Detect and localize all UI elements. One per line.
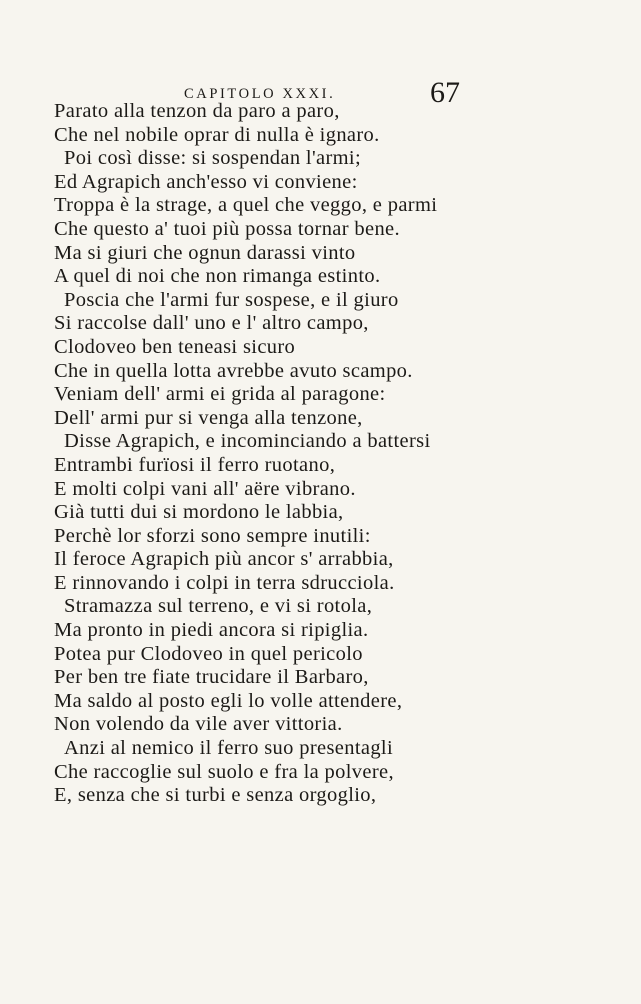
verse-line: Dell' armi pur si venga alla tenzone, [54, 406, 363, 429]
running-title: CAPITOLO XXXI. [184, 86, 336, 102]
verse-line: E, senza che si turbi e senza orgoglio, [54, 784, 377, 807]
verse-line: Potea pur Clodoveo in quel pericolo [54, 642, 363, 665]
verse-line: Ma si giuri che ognun darassi vinto [54, 241, 356, 264]
verse-line: Ma saldo al posto egli lo volle attendere, [54, 689, 403, 712]
verse-line: Il feroce Agrapich più ancor s' arrabbia, [54, 548, 394, 571]
verse-block [54, 100, 614, 808]
verse-line: Che in quella lotta avrebbe avuto scampo. [54, 359, 413, 382]
verse-line: Non volendo da vile aver vittoria. [54, 713, 343, 736]
verse-line: Perchè lor sforzi sono sempre inutili: [54, 524, 371, 547]
verse-line: Che questo a' tuoi più possa tornar bene. [54, 217, 400, 240]
verse-line: Ed Agrapich anch'esso vi conviene: [54, 170, 358, 193]
verse-line: Troppa è la strage, a quel che veggo, e parmi [54, 194, 438, 217]
verse-line: E rinnovando i colpi in terra sdrucciola. [54, 571, 395, 594]
verse-line: Anzi al nemico il ferro suo presentagli [64, 737, 394, 760]
verse-line: Ma pronto in piedi ancora si ripiglia. [54, 619, 369, 642]
verse-line: Veniam dell' armi ei grida al paragone: [54, 383, 386, 406]
verse-line: Per ben tre fiate trucidare il Barbaro, [54, 666, 369, 689]
verse-line: A quel di noi che non rimanga estinto. [54, 265, 381, 288]
verse-line: Poscia che l'armi fur sospese, e il giuro [64, 288, 399, 311]
verse-line: Stramazza sul terreno, e vi si rotola, [64, 595, 373, 618]
page-number: 67 [430, 76, 460, 109]
verse-line: Già tutti dui si mordono le labbia, [54, 501, 344, 524]
verse-line: Che raccoglie sul suolo e fra la polvere, [54, 760, 394, 783]
verse-line: Parato alla tenzon da paro a paro, [54, 100, 340, 122]
verse-line: Si raccolse dall' uno e l' altro campo, [54, 312, 369, 335]
verse-line: Che nel nobile oprar di nulla è ignaro. [54, 123, 380, 146]
verse-line: Clodoveo ben teneasi sicuro [54, 335, 296, 358]
verse-line: Disse Agrapich, e incominciando a battersi [64, 430, 431, 453]
verse-line: Poi così disse: si sospendan l'armi; [64, 147, 362, 170]
verse-line: Entrambi furïosi il ferro ruotano, [54, 453, 336, 476]
verse-line: E molti colpi vani all' aëre vibrano. [54, 477, 356, 500]
